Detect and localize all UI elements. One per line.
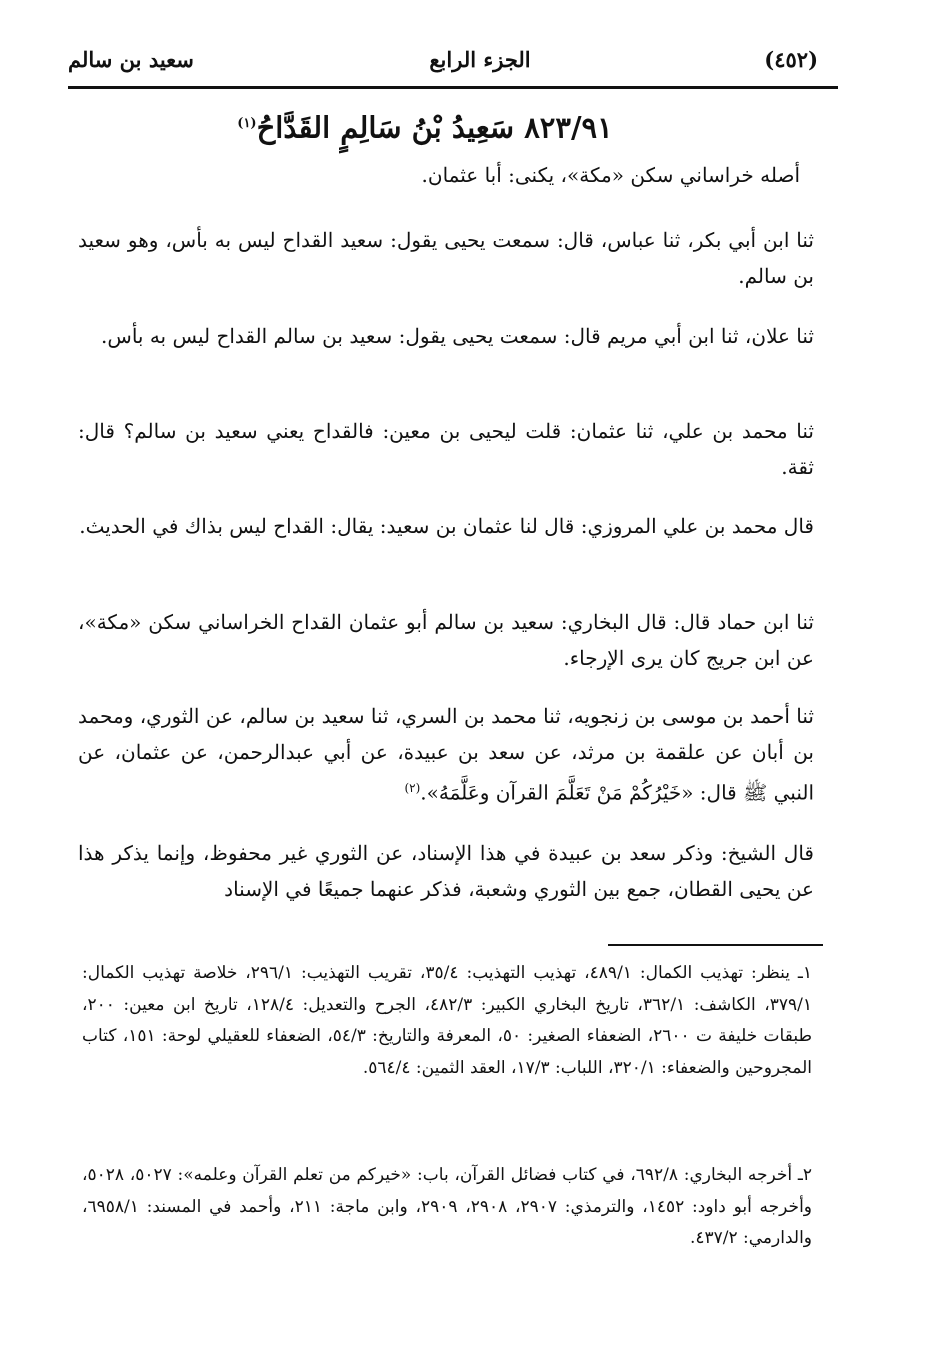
paragraph-2: ثنا ابن أبي بكر، ثنا عباس، قال: سمعت يحيى يقول: سعيد القداح ليس به بأس، وهو سعيد بن سالم.	[78, 228, 814, 288]
entry-title-text: ٨٢٣/٩١ سَعِيدُ بْنُ سَالِمٍ القَدَّاحُ	[256, 110, 613, 145]
paragraph-7	[78, 698, 814, 811]
title-footnote-ref: (١)	[237, 116, 257, 131]
paragraph-1: أصله خراساني سكن «مكة»، يكنى: أبا عثمان.	[421, 163, 800, 187]
paragraph-7-footnote-ref: (٢)	[404, 781, 421, 795]
running-header-name: سعيد بن سالم	[68, 47, 194, 72]
entry-title	[60, 102, 790, 150]
paragraph-4: ثنا محمد بن علي، ثنا عثمان: قلت ليحيى بن معين: فالقداح يعني سعيد بن سالم؟ قال: ثقة.	[78, 419, 814, 479]
paragraph-7-text: ثنا أحمد بن موسى بن زنجويه، ثنا محمد بن السري، ثنا سعيد بن سالم، عن الثوري، ومحمد بن أبان عن علقمة بن مرثد، عن سعد بن عبيدة، عن أبي عبدالرحمن، عن عثمان، عن النبي ﷺ قال: «خَيْرُكُمْ مَنْ تَعَلَّمَ القرآن وعَلَّمَهُ».	[78, 704, 815, 805]
paragraph-3: ثنا علان، ثنا ابن أبي مريم قال: سمعت يحيى يقول: سعيد بن سالم القداح ليس به بأس.	[101, 324, 814, 348]
footnote-1: ١ـ ينظر: تهذيب الكمال: ٤٨٩/١، تهذيب التهذيب: ٣٥/٤، تقريب التهذيب: ٢٩٦/١، خلاصة تهذيب الكمال: ٣٧٩/١، الكاشف: ٣٦٢/١، تاريخ البخاري الكبير: ٤٨٢/٣، الجرح والتعديل: ١٢٨/٤، تاريخ ابن معين: ٢٠٠، طبقات خليفة ت ٢٦٠٠، الضعفاء الصغير: ٥٠، المعرفة والتاريخ: ٥٤/٣، الضعفاء للعقيلي لوحة: ١٥١، كتاب المجروحين والضعفاء: ٣٢٠/١، اللباب: ١٧/٣، العقد الثمين: ٥٦٤/٤.	[82, 963, 812, 1078]
page-number: (٤٥٢)	[764, 47, 818, 72]
paragraph-5: قال محمد بن علي المروزي: قال لنا عثمان بن سعيد: يقال: القداح ليس بذاك في الحديث.	[79, 514, 814, 538]
running-header-part: الجزء الرابع	[429, 47, 531, 72]
paragraph-8: قال الشيخ: وذكر سعد بن عبيدة في هذا الإسناد، عن الثوري غير محفوظ، وإنما يذكر هذا عن يحيى القطان، جمع بين الثوري وشعبة، فذكر عنهما جميعًا في الإسناد	[78, 841, 814, 901]
header-divider	[68, 86, 838, 89]
footnote-2: ٢ـ أخرجه البخاري: ٦٩٢/٨، في كتاب فضائل القرآن، باب: «خيركم من تعلم القرآن وعلمه»: ٥٠٢٧، ٥٠٢٨، وأخرجه أبو داود: ١٤٥٢، والترمذي: ٢٩٠٧، ٢٩٠٨، ٢٩٠٩، وابن ماجة: ٢١١، وأحمد في المسند: ٦٩٥٨/١، والدارمي: ٤٣٧/٢.	[82, 1165, 813, 1248]
footnote-divider	[608, 944, 823, 946]
paragraph-6: ثنا ابن حماد قال: قال البخاري: سعيد بن سالم أبو عثمان القداح الخراساني سكن «مكة»، عن ابن جريج كان يرى الإرجاء.	[78, 610, 814, 670]
